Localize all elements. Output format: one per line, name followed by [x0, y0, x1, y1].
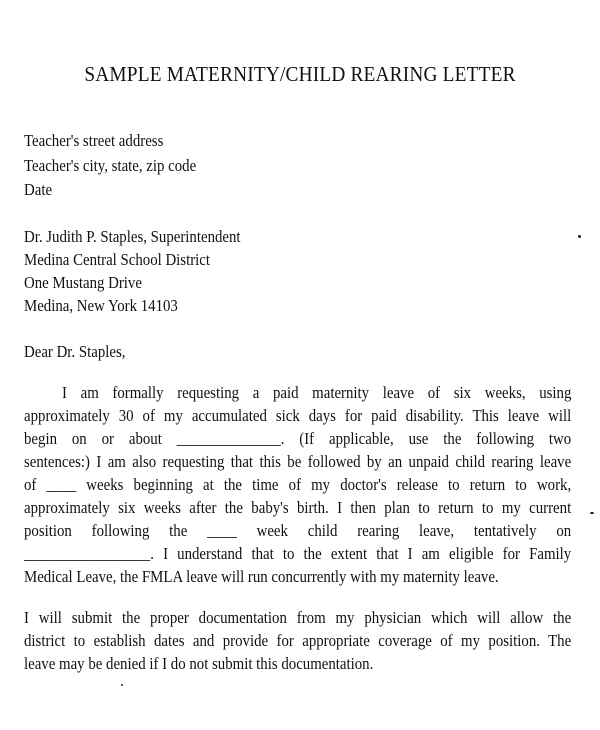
paragraph-line: begin on or about ______________. (If applicable, use the following two	[24, 429, 572, 448]
paragraph-line: _________________. I understand that to the extent that I am eligible for Family	[24, 544, 572, 563]
recipient-org: Medina Central School District	[24, 250, 211, 269]
recipient-street: One Mustang Drive	[24, 273, 142, 292]
paragraph-line: I will submit the proper documentation from my physician which will allow the	[24, 608, 572, 627]
sender-city: Teacher's city, state, zip code	[24, 156, 197, 175]
paragraph-line: Medical Leave, the FMLA leave will run concurrently with my maternity leave.	[24, 567, 499, 586]
scan-speck	[578, 235, 581, 238]
paragraph-line: I am formally requesting a paid maternity leave of six weeks, using	[62, 383, 572, 402]
letter-title: SAMPLE MATERNITY/CHILD REARING LETTER	[84, 62, 516, 86]
sender-street: Teacher's street address	[24, 131, 164, 150]
paragraph-line: of ____ weeks beginning at the time of my doctor's release to return to work,	[24, 475, 572, 494]
paragraph-line: leave may be denied if I do not submit this documentation.	[24, 654, 374, 673]
recipient-name: Dr. Judith P. Staples, Superintendent	[24, 227, 241, 246]
recipient-city: Medina, New York 14103	[24, 296, 178, 315]
paragraph-line: district to establish dates and provide for appropriate coverage of my position. The	[24, 631, 572, 650]
sender-date: Date	[24, 180, 53, 199]
salutation: Dear Dr. Staples,	[24, 342, 126, 361]
paragraph-line: approximately six weeks after the baby's birth. I then plan to return to my current	[24, 498, 572, 517]
scan-speck	[590, 512, 594, 514]
paragraph-line: approximately 30 of my accumulated sick days for paid disability. This leave will	[24, 406, 572, 425]
paragraph-line: sentences:) I am also requesting that this be followed by an unpaid child rearing leave	[24, 452, 572, 471]
paragraph-line: position following the ____ week child rearing leave, tentatively on	[24, 521, 572, 540]
scan-speck	[121, 684, 123, 686]
